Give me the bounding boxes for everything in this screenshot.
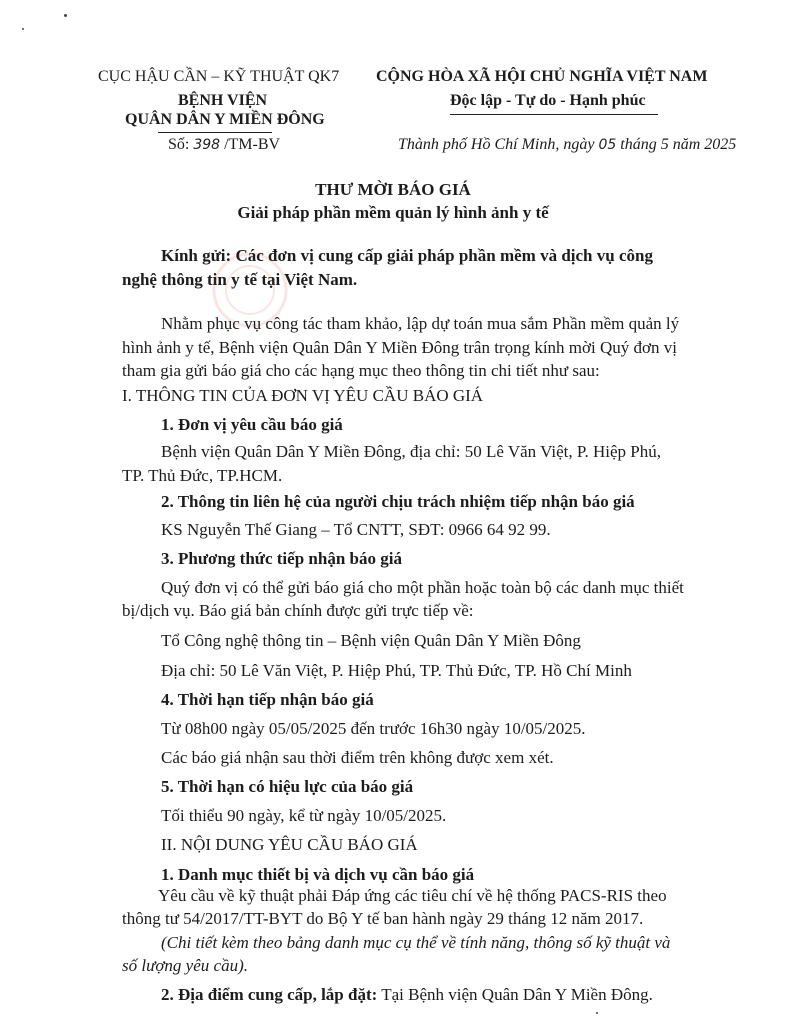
scan-speck bbox=[596, 1012, 598, 1014]
section2-item2 bbox=[161, 985, 653, 1005]
section1-item4-line1: Từ 08h00 ngày 05/05/2025 đến trước 16h30 ngày 10/05/2025. bbox=[161, 719, 586, 738]
org-name-line1: BỆNH VIỆN bbox=[178, 92, 268, 109]
section1-item1-title: 1. Đơn vị yêu cầu báo giá bbox=[161, 415, 343, 434]
section1-item5-line1: Tối thiểu 90 ngày, kể từ ngày 10/05/2025. bbox=[161, 806, 447, 825]
section2-item2-title: 2. Địa điểm cung cấp, lắp đặt: bbox=[161, 985, 378, 1004]
scan-speck bbox=[64, 14, 67, 17]
date-suffix: tháng 5 năm 2025 bbox=[620, 136, 737, 153]
number-value: 398 bbox=[193, 137, 221, 153]
agency-line: CỤC HẬU CẦN – KỸ THUẬT QK7 bbox=[98, 68, 340, 85]
document-title: THƯ MỜI BÁO GIÁ bbox=[315, 180, 471, 199]
scan-speck bbox=[22, 28, 24, 30]
section2-item2-value: Tại Bệnh viện Quân Dân Y Miền Đông. bbox=[381, 985, 653, 1004]
section2-item1-title: 1. Danh mục thiết bị và dịch vụ cần báo giá bbox=[161, 865, 475, 884]
section1-item1-line1: Bệnh viện Quân Dân Y Miền Đông, địa chỉ: 50 Lê Văn Việt, P. Hiệp Phú, bbox=[161, 442, 661, 461]
section1-item5-title: 5. Thời hạn có hiệu lực của báo giá bbox=[161, 777, 414, 796]
document-subtitle: Giải pháp phần mềm quản lý hình ảnh y tế bbox=[237, 203, 549, 222]
document-number bbox=[168, 136, 280, 154]
intro-line1: Nhằm phục vụ công tác tham khảo, lập dự toán mua sắm Phần mềm quản lý bbox=[161, 314, 680, 333]
org-underline bbox=[158, 132, 272, 133]
section1-item1-line2: TP. Thủ Đức, TP.HCM. bbox=[122, 466, 283, 485]
number-suffix: /TM-BV bbox=[224, 136, 281, 153]
section2-item1-note1: (Chi tiết kèm theo bảng danh mục cụ thể về tính năng, thông số kỹ thuật và bbox=[161, 933, 671, 952]
section1-item3-line3: Tổ Công nghệ thông tin – Bệnh viện Quân Dân Y Miền Đông bbox=[161, 631, 581, 650]
section1-item3-title: 3. Phương thức tiếp nhận báo giá bbox=[161, 549, 402, 568]
national-motto: Độc lập - Tự do - Hạnh phúc bbox=[450, 92, 646, 109]
section1-heading: I. THÔNG TIN CỦA ĐƠN VỊ YÊU CẦU BÁO GIÁ bbox=[122, 386, 484, 405]
motto-underline bbox=[450, 114, 658, 115]
section1-item3-line4: Địa chỉ: 50 Lê Văn Việt, P. Hiệp Phú, TP. Thủ Đức, TP. Hồ Chí Minh bbox=[161, 661, 632, 680]
section1-item3-line2: bị/dịch vụ. Báo giá bản chính được gửi trực tiếp về: bbox=[122, 601, 474, 620]
section1-item2-title: 2. Thông tin liên hệ của người chịu trách nhiệm tiếp nhận báo giá bbox=[161, 492, 635, 511]
number-prefix: Số: bbox=[168, 136, 190, 153]
section1-item2-line1: KS Nguyễn Thế Giang – Tổ CNTT, SĐT: 0966 64 92 99. bbox=[161, 520, 551, 539]
intro-line2: hình ảnh y tế, Bệnh viện Quân Dân Y Miền Đông trân trọng kính mời Quý đơn vị bbox=[122, 338, 677, 357]
national-title: CỘNG HÒA XÃ HỘI CHỦ NGHĨA VIỆT NAM bbox=[376, 68, 708, 85]
date-line bbox=[398, 136, 736, 154]
section2-heading: II. NỘI DUNG YÊU CẦU BÁO GIÁ bbox=[161, 835, 418, 854]
recipient-text1: Các đơn vị cung cấp giải pháp phần mềm và dịch vụ công bbox=[235, 246, 653, 265]
section2-item1-note2: số lượng yêu cầu). bbox=[122, 956, 248, 975]
section2-item1-line2: thông tư 54/2017/TT-BYT do Bộ Y tế ban hành ngày 29 tháng 12 năm 2017. bbox=[122, 909, 644, 928]
recipient-line2: nghệ thông tin y tế tại Việt Nam. bbox=[122, 270, 358, 289]
date-day: 05 bbox=[598, 137, 617, 153]
section1-item3-line1: Quý đơn vị có thể gửi báo giá cho một phần hoặc toàn bộ các danh mục thiết bbox=[161, 578, 684, 597]
date-prefix: Thành phố Hồ Chí Minh, ngày bbox=[398, 136, 595, 153]
org-name-line2: QUÂN DÂN Y MIỀN ĐÔNG bbox=[125, 111, 325, 128]
section2-item1-line1: Yêu cầu về kỹ thuật phải Đáp ứng các tiêu chí về hệ thống PACS-RIS theo bbox=[158, 886, 667, 905]
section1-item4-title: 4. Thời hạn tiếp nhận báo giá bbox=[161, 690, 374, 709]
section1-item4-line2: Các báo giá nhận sau thời điểm trên không được xem xét. bbox=[161, 748, 554, 767]
recipient-label: Kính gửi: bbox=[161, 246, 232, 265]
intro-line3: tham gia gửi báo giá cho các hạng mục theo thông tin chi tiết như sau: bbox=[122, 361, 600, 380]
